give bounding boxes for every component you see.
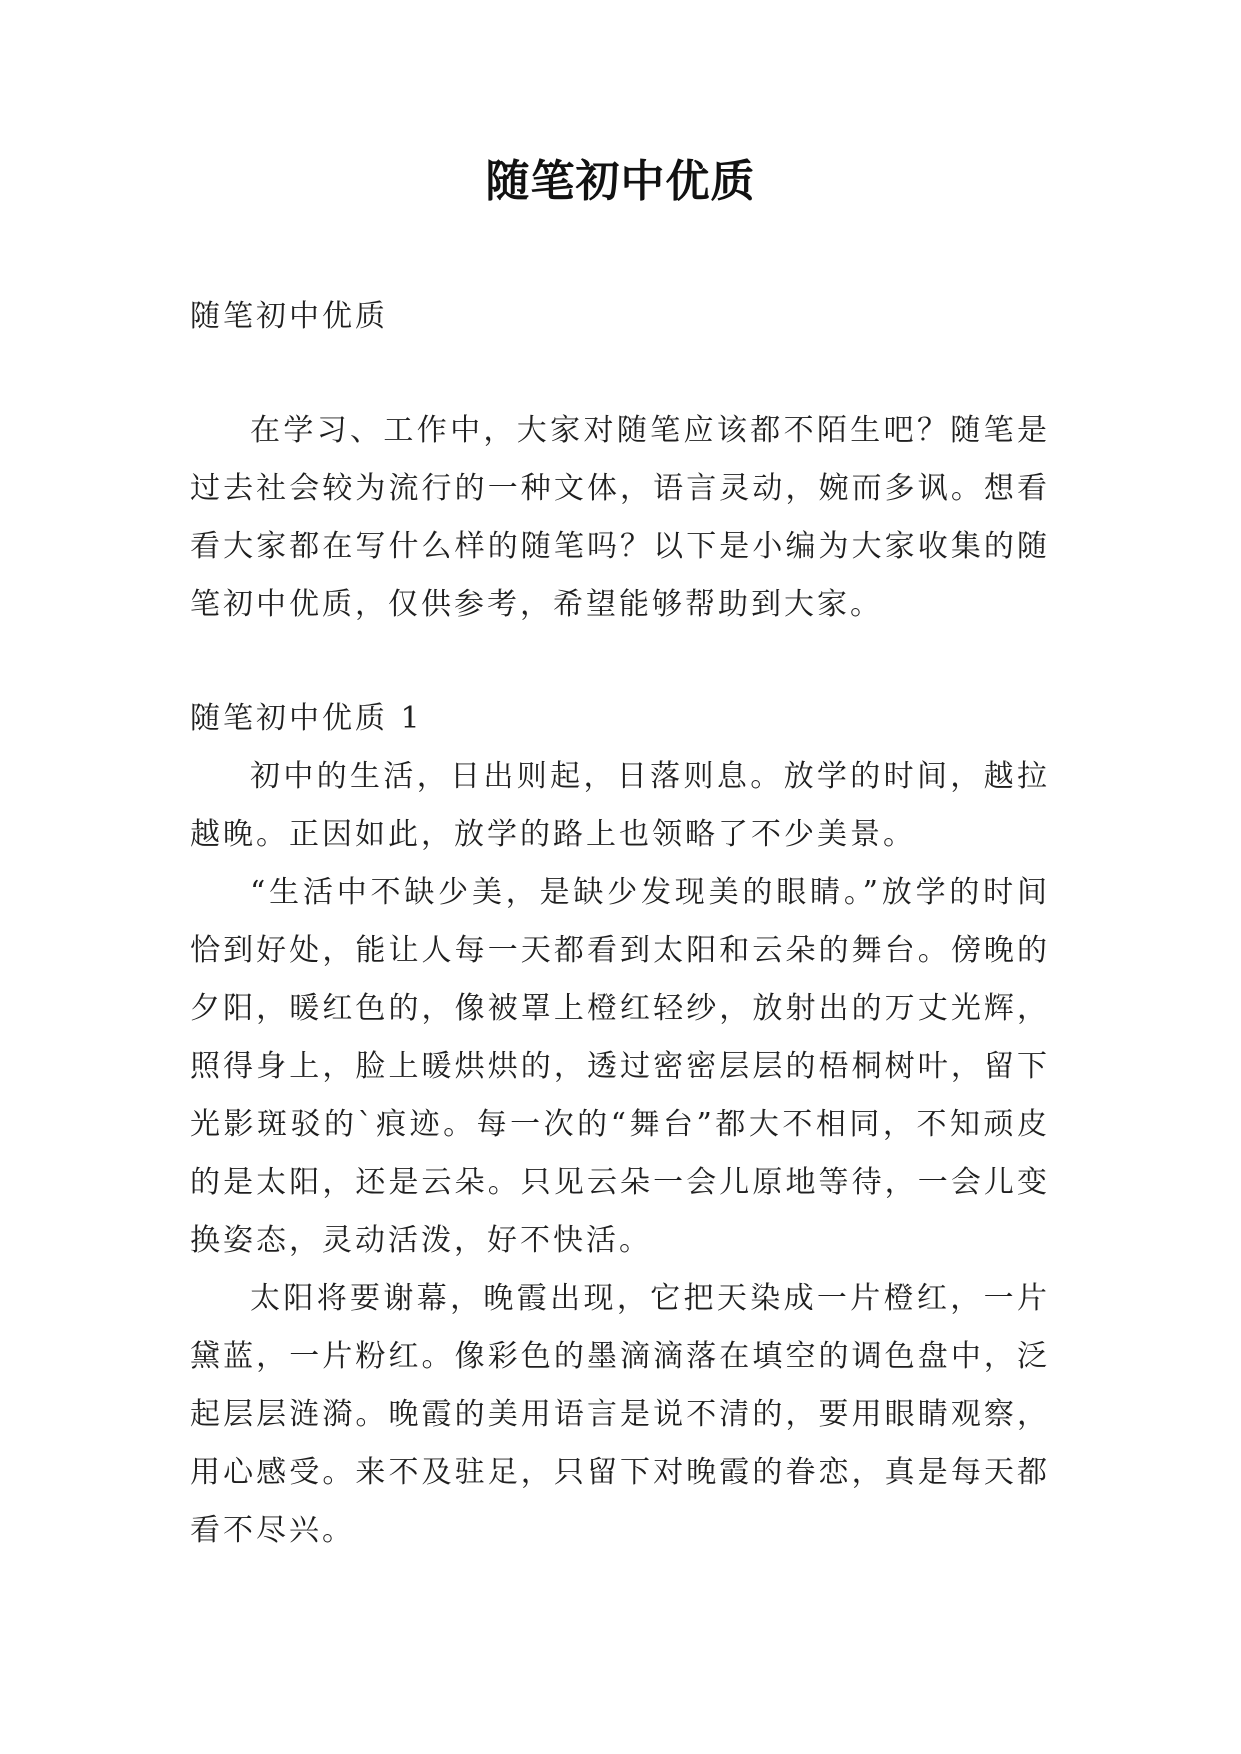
intro-paragraph <box>190 402 1050 634</box>
body-paragraph-2: “生活中不缺少美，是缺少发现美的眼睛。”放学的时间恰到好处，能让人每一天都看到太阳和云朵的舞台。傍晚的夕阳，暖红色的，像被罩上橙红轻纱，放射出的万丈光辉，照得身上，脸上暖烘烘的，透过密密层层的梧桐树叶，留下光影斑驳的`痕迹。每一次的“舞台”都大不相同，不知顽皮的是太阳，还是云朵。只见云朵一会儿原地等待，一会儿变换姿态，灵动活泼，好不快活。 <box>190 875 1050 1258</box>
subtitle-text: 随笔初中优质 <box>190 299 388 334</box>
document-subtitle <box>190 288 1050 346</box>
section-heading <box>190 690 1050 748</box>
body-paragraph-3: 太阳将要谢幕，晚霞出现，它把天染成一片橙红，一片黛蓝，一片粉红。像彩色的墨滴滴落在填空的调色盘中，泛起层层涟漪。晚霞的美用语言是说不清的，要用眼睛观察，用心感受。来不及驻足，只留下对晚霞的眷恋，真是每天都看不尽兴。 <box>190 1281 1050 1548</box>
intro-text: 在学习、工作中，大家对随笔应该都不陌生吧？随笔是过去社会较为流行的一种文体，语言灵动，婉而多讽。想看看大家都在写什么样的随笔吗？以下是小编为大家收集的随笔初中优质，仅供参考，希望能够帮助到大家。 <box>190 413 1050 622</box>
document-title: 随笔初中优质 <box>485 156 756 207</box>
section-heading-text: 随笔初中优质 1 <box>190 701 423 736</box>
section-body <box>190 748 1050 1560</box>
body-paragraph-1: 初中的生活，日出则起，日落则息。放学的时间，越拉越晚。正因如此，放学的路上也领略了不少美景。 <box>190 759 1050 852</box>
